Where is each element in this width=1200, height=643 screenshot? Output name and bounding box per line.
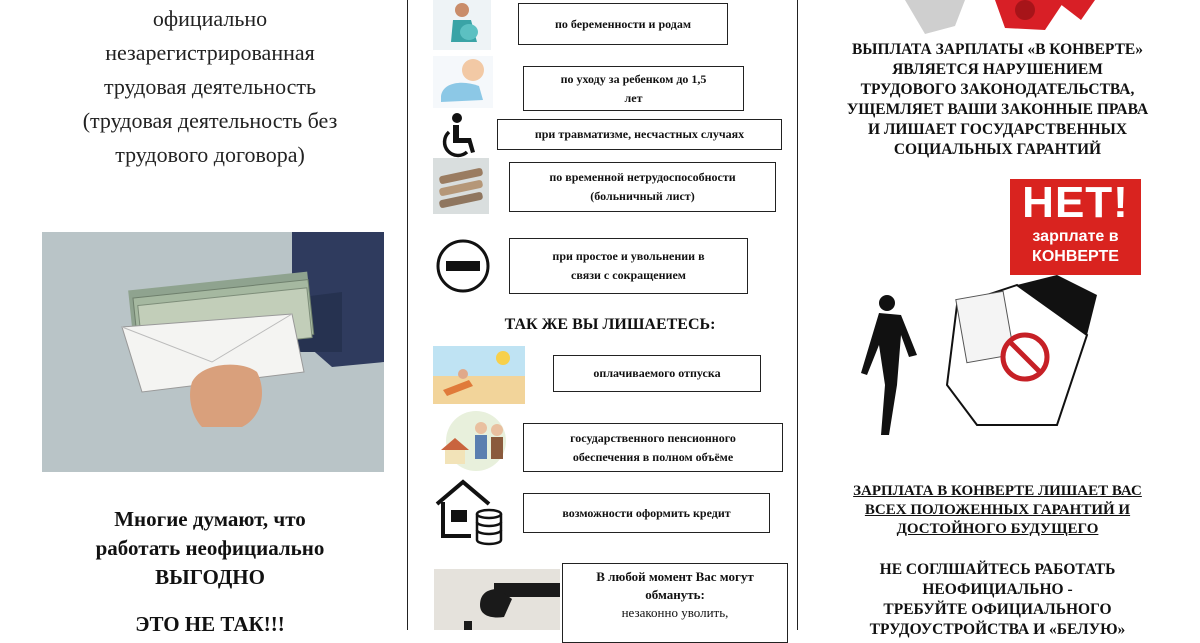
benefit-label-line: при простое и увольнении в [552,249,705,263]
sign-title: НЕТ! [1022,178,1129,227]
no-envelope-salary-sign [1010,179,1141,275]
myth-line: ЭТО НЕ ТАК!!! [135,612,285,636]
sick-leave-icon [433,158,489,214]
deception-line: В любой момент Вас могут [596,569,754,584]
pensioners-icon [435,410,517,472]
sign-line: КОНВЕРТЕ [1032,248,1119,265]
benefit-label-line: по временной нетрудоспособности [549,170,736,184]
section-heading: ТАК ЖЕ ВЫ ЛИШАЕТЕСЬ: [504,316,716,333]
loss-label: возможности оформить кредит [562,505,731,520]
ribbon-bow-image [905,0,1095,38]
deception-line: обмануть: [645,587,705,602]
sign-line: зарплате в [1032,228,1119,245]
benefit-item-injury [497,119,782,150]
benefit-item-layoff [509,238,748,294]
benefit-item-childcare [523,66,744,111]
guarantees-text [820,482,1175,539]
guarantees-line: ДОСТОЙНОГО БУДУЩЕГО [896,521,1099,537]
loss-label-line: государственного пенсионного [570,430,736,445]
loss-item-pension [523,423,783,472]
warning-line: ТРУДОВОГО ЗАКОНОДАТЕЛЬСТВА, [860,81,1135,98]
cta-line: ТРЕБУЙТЕ ОФИЦИАЛЬНОГО [883,601,1112,618]
cta-line: НЕОФИЦИАЛЬНО - [922,581,1073,598]
benefit-label-line: лет [624,90,643,105]
benefit-item-pregnancy [518,3,728,45]
warning-line: УЩЕМЛЯЕТ ВАШИ ЗАКОННЫЕ ПРАВА [846,101,1149,118]
myth-line: ВЫГОДНО [155,565,265,589]
warning-text [820,40,1175,160]
column-divider-right [797,0,798,630]
warning-line: ВЫПЛАТА ЗАРПЛАТЫ «В КОНВЕРТЕ» [851,41,1144,58]
myth-line: Многие думают, что [114,507,306,531]
deception-box [562,563,788,643]
loss-label: оплачиваемого отпуска [593,366,721,380]
benefit-label-line: по уходу за ребенком до 1,5 [560,71,707,86]
intro-line: официально [152,6,268,31]
loss-item-credit [523,493,770,533]
intro-text [30,2,390,172]
beach-vacation-icon [433,346,525,404]
envelope-bribe-illustration [857,275,1097,437]
myth-line: работать неофициально [95,536,325,560]
intro-line: незарегистрированная [105,40,315,65]
myth-text [40,505,380,639]
cta-line: НЕ СОГЛШАЙТЕСЬ РАБОТАТЬ [879,561,1116,578]
call-to-action-text [820,560,1175,640]
warning-line: ЯВЛЯЕТСЯ НАРУШЕНИЕМ [892,61,1103,78]
intro-line: трудового договора) [115,142,305,167]
column-divider-left [407,0,408,630]
benefit-item-sick-leave [509,162,776,212]
cta-line: ТРУДОУСТРОЙСТВА И «БЕЛУЮ» [869,621,1126,638]
loss-item-vacation [553,355,761,392]
pregnant-woman-icon [433,0,491,50]
envelope-money-hand-image [42,232,384,472]
house-coins-icon [433,476,505,548]
loss-label-line: обеспечения в полном объёме [572,449,734,464]
benefit-label-line: (больничный лист) [590,189,695,203]
no-entry-icon [435,238,491,294]
guarantees-line: ВСЕХ ПОЛОЖЕННЫХ ГАРАНТИЙ И [864,502,1131,518]
guarantees-line: ЗАРПЛАТА В КОНВЕРТЕ ЛИШАЕТ ВАС [853,483,1142,499]
deception-line: незаконно уволить, [621,605,729,620]
warning-line: И ЛИШАЕТ ГОСУДАРСТВЕННЫХ [867,121,1128,138]
intro-line: трудовая деятельность [103,74,317,99]
warning-line: СОЦИАЛЬНЫХ ГАРАНТИЙ [893,141,1102,158]
benefit-label-line: связи с сокращением [571,268,686,282]
wheelchair-icon [437,112,481,158]
baby-icon [433,56,493,108]
benefit-label: при травматизме, несчастных случаях [534,127,745,141]
benefit-label: по беременности и родам [554,16,692,31]
pointing-hand-icon [434,569,560,630]
intro-line: (трудовая деятельность без [82,108,338,133]
